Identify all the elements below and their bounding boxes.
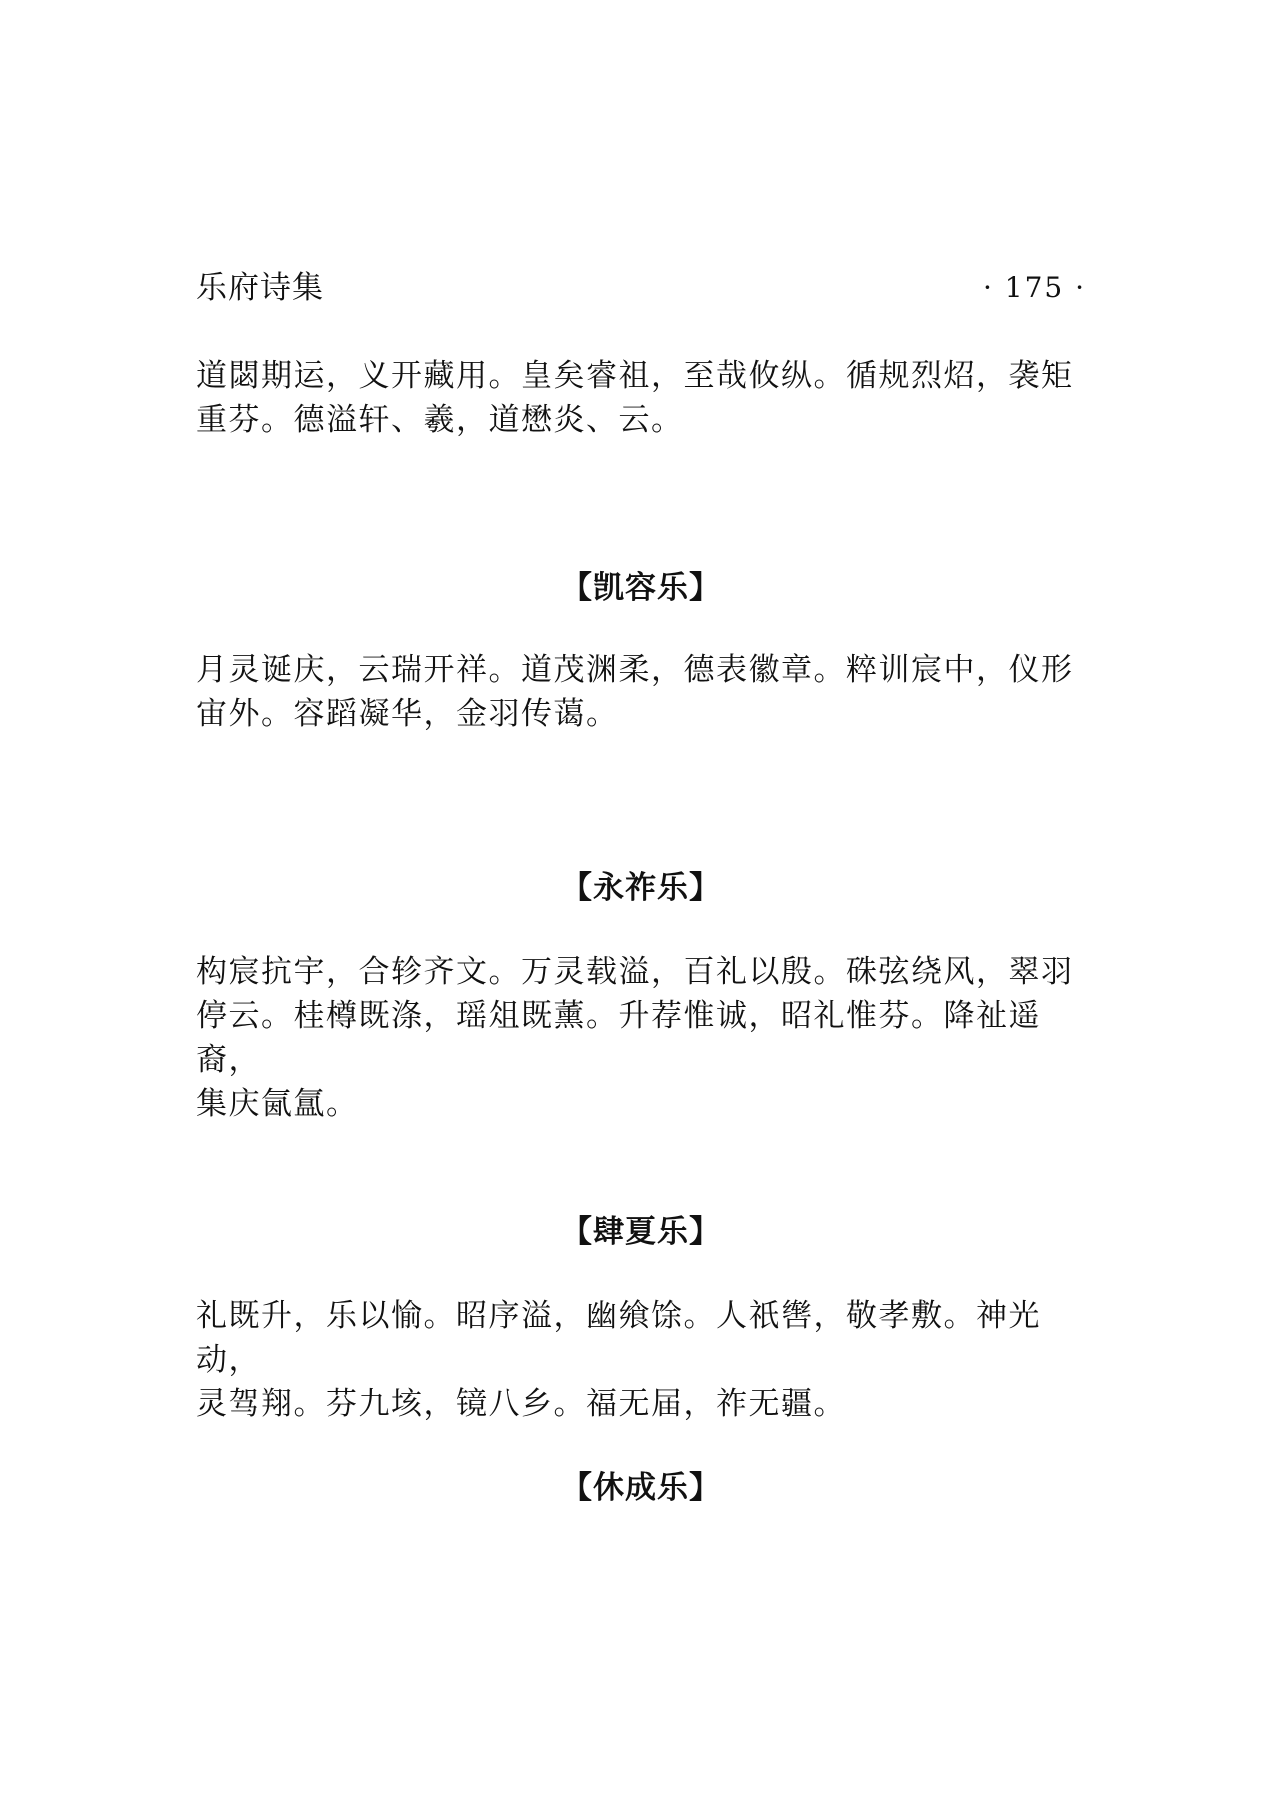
book-title: 乐府诗集 [196, 270, 324, 306]
poem-text-sixia [196, 1294, 1096, 1426]
text-line: 道閟期运，义开藏用。皇矣睿祖，至哉攸纵。循规烈炤，袭矩 [196, 358, 1074, 394]
running-head [196, 268, 1086, 308]
page-number: · 175 · [982, 271, 1086, 304]
section-heading-sixia: 【肆夏乐】 [561, 1214, 721, 1250]
section-heading-yongzuo: 【永祚乐】 [561, 870, 721, 906]
poem-text-yongzuo [196, 950, 1096, 1126]
text-line: 重芬。德溢轩、羲，道懋炎、云。 [196, 402, 684, 438]
text-line: 礼既升，乐以愉。昭序溢，幽飨馀。人祇辔，敬孝敷。神光动， [196, 1298, 1041, 1378]
poem-text-kairong [196, 648, 1096, 736]
text-line: 构宸抗宇，合轸齐文。万灵载溢，百礼以殷。硃弦绕风，翠羽 [196, 954, 1074, 990]
text-line: 宙外。容蹈凝华，金羽传蔼。 [196, 696, 619, 732]
text-line: 月灵诞庆，云瑞开祥。道茂渊柔，德表徽章。粹训宸中，仪形 [196, 652, 1074, 688]
text-line: 集庆氤氲。 [196, 1086, 359, 1122]
section-heading-kairong: 【凯容乐】 [561, 570, 721, 606]
text-line: 灵驾翔。芬九垓，镜八乡。福无届，祚无疆。 [196, 1386, 846, 1422]
section-heading-xiucheng: 【休成乐】 [561, 1470, 721, 1506]
poem-text-continued [196, 354, 1096, 442]
text-line: 停云。桂樽既涤，瑶俎既薰。升荐惟诚，昭礼惟芬。降祉遥裔， [196, 998, 1041, 1078]
